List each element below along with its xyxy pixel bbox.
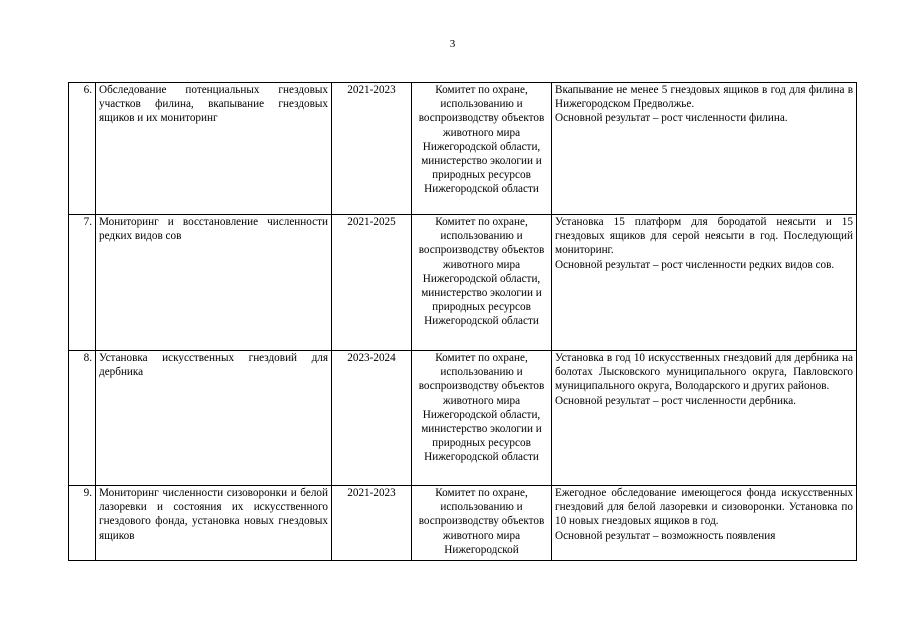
measure-executor: Комитет по охране, использованию и воспроизводству объектов животного мира Нижегородской области, министерство экологии и природных ресурсов Нижегородской области bbox=[412, 215, 552, 351]
row-number: 7. bbox=[69, 215, 96, 351]
row-number: 6. bbox=[69, 83, 96, 215]
measure-name: Обследование потенциальных гнездовых участков филина, вкапывание гнездовых ящиков и их мониторинг bbox=[96, 83, 332, 215]
measure-executor: Комитет по охране, использованию и воспроизводству объектов животного мира Нижегородской области, министерство экологии и природных ресурсов Нижегородской области bbox=[412, 83, 552, 215]
measure-period: 2021-2025 bbox=[332, 215, 412, 351]
result-main: Основной результат – рост численности дербника. bbox=[555, 394, 796, 407]
result-main: Основной результат – рост численности филина. bbox=[555, 112, 788, 125]
result-text: Установка 15 платформ для бородатой неясыти и 15 гнездовых ящиков для серой неясыти в год. Последующий мониторинг. bbox=[555, 216, 853, 257]
measure-period: 2021-2023 bbox=[332, 83, 412, 215]
result-text: Установка в год 10 искусственных гнездовий для дербника на болотах Лысковского муниципального округа, Павловского муниципального округа, Володарского и других районов. bbox=[555, 352, 853, 393]
measure-name: Мониторинг численности сизоворонки и белой лазоревки и состояния их искусственного гнездового фонда, установка новых гнездовых ящиков bbox=[96, 486, 332, 561]
measure-executor: Комитет по охране, использованию и воспроизводству объектов животного мира Нижегородской bbox=[412, 486, 552, 561]
page-number: 3 bbox=[449, 38, 456, 50]
measure-name: Установка искусственных гнездовий для дербника bbox=[96, 351, 332, 486]
table-row bbox=[69, 351, 857, 486]
measure-period: 2023-2024 bbox=[332, 351, 412, 486]
result-text: Ежегодное обследование имеющегося фонда искусственных гнездовий для белой лазоревки и сизоворонки. Установка по 10 новых гнездовых ящиков в год. bbox=[555, 487, 853, 528]
measure-name: Мониторинг и восстановление численности редких видов сов bbox=[96, 215, 332, 351]
measure-result bbox=[552, 351, 857, 486]
measure-result bbox=[552, 83, 857, 215]
row-number: 9. bbox=[69, 486, 96, 561]
measure-result bbox=[552, 486, 857, 561]
measure-period: 2021-2023 bbox=[332, 486, 412, 561]
table-row bbox=[69, 83, 857, 215]
table-row bbox=[69, 215, 857, 351]
measure-executor: Комитет по охране, использованию и воспроизводству объектов животного мира Нижегородской области, министерство экологии и природных ресурсов Нижегородской области bbox=[412, 351, 552, 486]
measure-result bbox=[552, 215, 857, 351]
result-main: Основной результат – рост численности редких видов сов. bbox=[555, 258, 835, 271]
table-row bbox=[69, 486, 857, 561]
measures-table bbox=[68, 82, 857, 561]
result-text: Вкапывание не менее 5 гнездовых ящиков в год для филина в Нижегородском Предволжье. bbox=[555, 84, 853, 111]
result-main: Основной результат – возможность появления bbox=[555, 529, 776, 542]
row-number: 8. bbox=[69, 351, 96, 486]
